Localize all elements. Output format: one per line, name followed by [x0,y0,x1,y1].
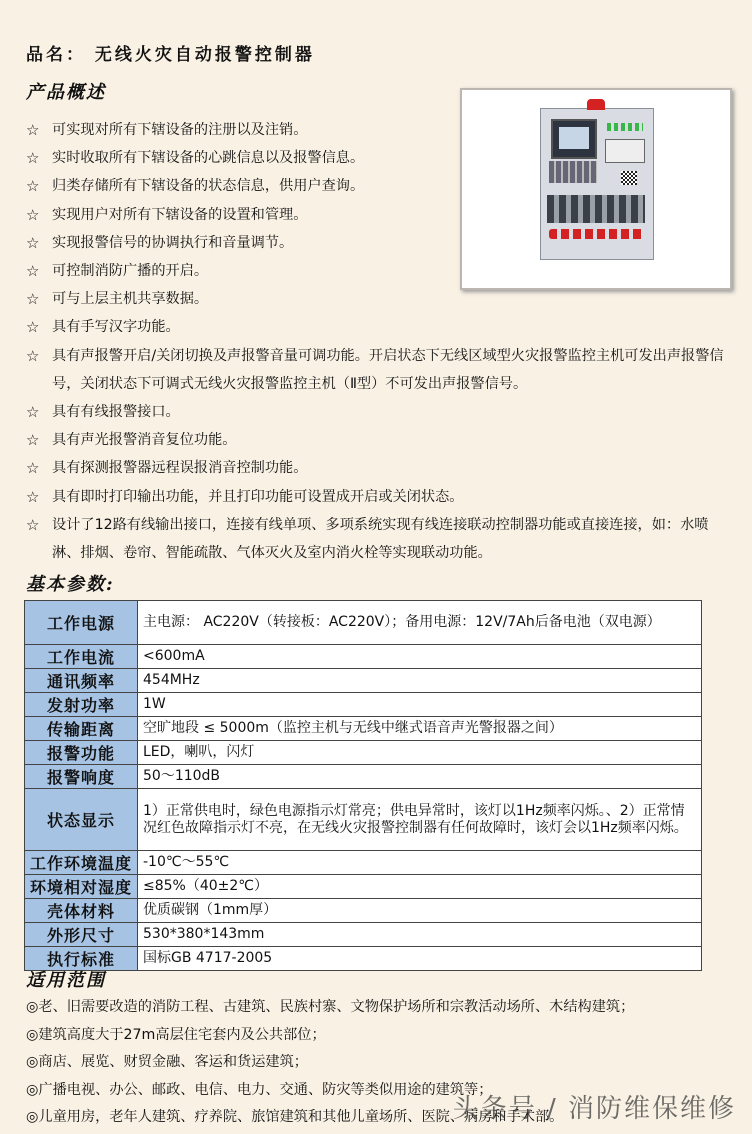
overview-item [26,426,726,454]
scope-item: ◎老、旧需要改造的消防工程、古建筑、民族村寨、文物保护场所和宗教活动场所、木结构建筑； [26,999,635,1015]
overview-item-text: 可实现对所有下辖设备的注册以及注销。 [52,122,308,138]
params-row [25,693,702,717]
param-value: LED，喇叭，闪灯 [138,741,702,765]
params-row [25,851,702,875]
star-outline-icon: ☆ [26,149,40,168]
params-row [25,899,702,923]
overview-item-text: 设计了12路有线输出接口，连接有线单项、多项系统实现有线连接联动控制器功能或直接连接，如：水喷淋、排烟、卷帘、智能疏散、气体灭火及室内消火栓等实现联动功能。 [52,516,709,562]
controller-device-image [540,108,654,260]
star-outline-icon: ☆ [26,431,40,450]
star-outline-icon: ☆ [26,459,40,478]
params-row [25,875,702,899]
param-key: 工作电源 [25,601,138,645]
keypad [549,161,597,183]
param-value: 优质碳钢（1mm厚） [138,899,702,923]
overview-item [26,398,726,426]
star-outline-icon: ☆ [26,318,40,337]
red-button-row [549,229,645,239]
params-row [25,947,702,971]
star-outline-icon: ☆ [26,346,40,365]
alarm-light-icon [587,99,605,110]
overview-item [26,342,726,398]
overview-item [26,511,726,567]
param-key: 报警响度 [25,765,138,789]
param-value: 1）正常供电时，绿色电源指示灯常亮；供电异常时，该灯以1Hz频率闪烁。、2）正常情况红色故障指示灯不亮，在无线火灾报警控制器有任何故障时，该灯会以1Hz频率闪烁。 [138,789,702,851]
param-value: 50～110dB [138,765,702,789]
star-outline-icon: ☆ [26,290,40,309]
params-table [24,600,702,971]
param-value: 454MHz [138,669,702,693]
params-row [25,645,702,669]
scope-item: ◎广播电视、办公、邮政、电信、电力、交通、防灾等类似用途的建筑等； [26,1081,493,1098]
overview-item-text: 具有即时打印输出功能，并且打印功能可设置成开启或关闭状态。 [52,488,464,505]
param-key: 外形尺寸 [25,923,138,947]
param-key: 执行标准 [25,947,138,971]
product-photo [460,88,732,290]
param-key: 状态显示 [25,789,138,851]
qr-code-icon [621,171,637,185]
star-outline-icon: ☆ [26,487,40,506]
param-key: 发射功率 [25,693,138,717]
star-outline-icon: ☆ [26,403,40,422]
overview-item-text: 实时收取所有下辖设备的心跳信息以及报警信息。 [52,150,365,167]
param-value: 主电源： AC220V（转接板：AC220V）；备用电源：12V/7Ah后备电池（双电源） [138,601,702,645]
indicator-leds [607,123,643,131]
star-outline-icon: ☆ [26,515,40,534]
printer-slot [605,139,645,163]
param-key: 工作电流 [25,645,138,669]
scope-item: ◎儿童用房，老年人建筑、疗养院、旅馆建筑和其他儿童场所、医院、病房和手术部。 [26,1109,564,1125]
product-name: 品名： 无线火灾自动报警控制器 [26,45,315,65]
param-key: 报警功能 [25,741,138,765]
param-key: 通讯频率 [25,669,138,693]
star-outline-icon: ☆ [26,205,40,224]
param-key: 壳体材料 [25,899,138,923]
overview-item-text: 可与上层主机共享数据。 [52,291,209,308]
params-heading: 基本参数: [26,574,115,595]
overview-item-text: 具有有线报警接口。 [52,404,180,421]
param-key: 工作环境温度 [25,851,138,875]
overview-item [26,313,726,341]
param-value: <600mA [138,645,702,669]
overview-heading: 产品概述 [26,82,106,103]
watermark: 头条号 / 消防维保维修 [452,1094,736,1124]
param-value: 国标GB 4717-2005 [138,947,702,971]
overview-item [26,454,726,482]
overview-item-text: 可控制消防广播的开启。 [52,263,209,280]
overview-item-text: 具有手写汉字功能。 [52,319,180,336]
param-value: ≤85%（40±2℃） [138,875,702,899]
param-value: 空旷地段 ≤ 5000m（监控主机与无线中继式语音声光警报器之间） [138,717,702,741]
param-key: 环境相对湿度 [25,875,138,899]
params-row [25,601,702,645]
star-outline-icon: ☆ [26,262,40,281]
star-outline-icon: ☆ [26,121,40,139]
star-outline-icon: ☆ [26,233,40,252]
scope-item: ◎建筑高度大于27m高层住宅套内及公共部位； [26,1026,326,1043]
overview-item-text: 实现用户对所有下辖设备的设置和管理。 [52,206,308,223]
params-row [25,765,702,789]
params-row [25,789,702,851]
overview-item-text: 具有声报警开启/关闭切换及声报警音量可调功能。开启状态下无线区域型火灾报警监控主机可发出声报警信号，关闭状态下可调式无线火灾报警监控主机（Ⅱ型）不可发出声报警信号。 [52,347,724,392]
overview-item-text: 实现报警信号的协调执行和音量调节。 [52,234,294,251]
scope-heading: 适用范围 [26,970,106,991]
param-value: 1W [138,693,702,717]
overview-item-text: 具有声光报警消音复位功能。 [52,432,237,449]
lcd-screen [551,119,597,159]
output-channel-panel [547,195,645,223]
param-key: 传输距离 [25,717,138,741]
params-row [25,741,702,765]
param-value: 530*380*143mm [138,923,702,947]
overview-item [26,483,726,511]
param-value: -10℃～55℃ [138,851,702,875]
params-row [25,923,702,947]
scope-item: ◎商店、展览、财贸金融、客运和货运建筑； [26,1054,308,1070]
star-outline-icon: ☆ [26,177,40,196]
params-row [25,669,702,693]
params-row [25,717,702,741]
overview-item-text: 归类存储所有下辖设备的状态信息，供用户查询。 [52,178,365,195]
overview-item-text: 具有探测报警器远程误报消音控制功能。 [52,460,308,477]
